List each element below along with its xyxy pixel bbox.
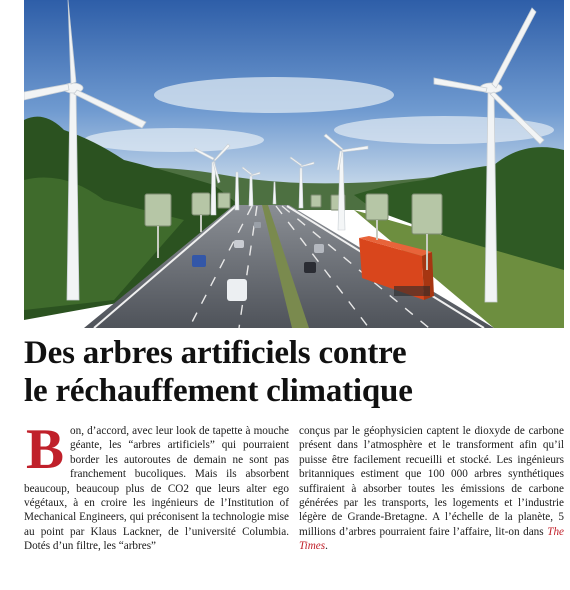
article-column-2 bbox=[299, 424, 564, 584]
paragraph-1 bbox=[24, 418, 289, 554]
car-white bbox=[227, 279, 247, 301]
car-blue bbox=[192, 255, 206, 267]
cloud bbox=[84, 128, 264, 152]
car-far bbox=[254, 222, 261, 228]
article-column-1 bbox=[24, 418, 289, 584]
headline bbox=[24, 334, 564, 410]
headline-line-2: le réchauffement climatique bbox=[24, 373, 413, 409]
highway-illustration bbox=[24, 0, 564, 328]
highway-photo bbox=[24, 0, 564, 328]
article-body bbox=[24, 418, 565, 584]
column-2-text: conçus par le géophysicien captent le dioxyde de carbone présent dans l’atmosphère et le transforment afin qu’il puisse être facilement recueilli et stocké. Les ingénieurs britanniques estiment que 100 000 arbres synthétiques suffiraient à absorber toutes les émissions de carbone générées par les transports, les logements et l’industrie légère de Grande-Bretagne. A l’échelle de la planète, 5 millions d’arbres pourraient faire l’affaire, lit-on dans bbox=[299, 425, 564, 538]
car-dark bbox=[304, 262, 316, 273]
paragraph-2 bbox=[299, 424, 564, 554]
column-1-text: on, d’accord, avec leur look de tapette à mouche géante, les “arbres artificiels” qui pourraient border les autoroutes de demain ne sont pas franchement bucoliques. Mais ils absorbent beaucoup, beaucoup plus de CO2 que leurs alter ego végétaux, à en croire les ingénieurs de l’Institution of Mechanical Engineers, qui préconisent la technologie mise au point par Klaus Lackner, de l’université Columbia. Dotés d’un filtre, les “arbres” bbox=[24, 425, 289, 553]
end-punctuation: . bbox=[325, 540, 328, 553]
car-grey bbox=[314, 244, 324, 253]
source-citation: The Times bbox=[299, 525, 565, 553]
headline-line-1: Des arbres artificiels contre bbox=[24, 335, 407, 371]
drop-cap: B bbox=[26, 418, 65, 481]
cloud bbox=[154, 77, 394, 113]
car-silver bbox=[234, 240, 244, 248]
